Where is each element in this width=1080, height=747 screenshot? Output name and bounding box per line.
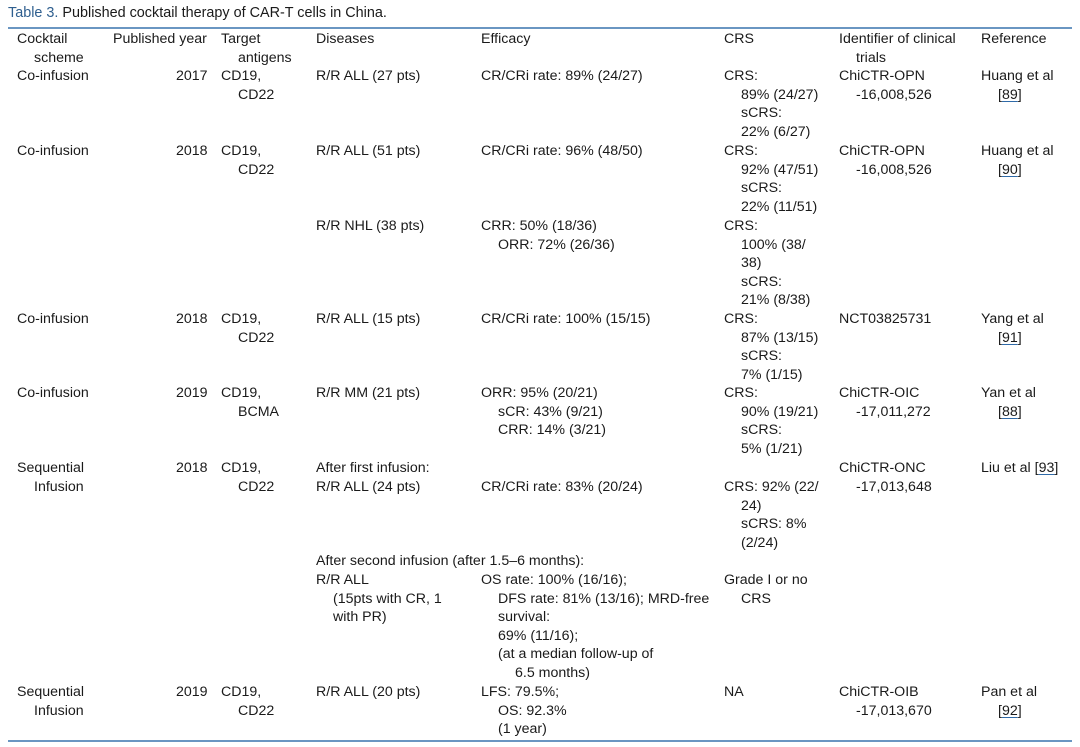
cell-reference: Liu et al [93]	[981, 460, 1059, 476]
table-title: Published cocktail therapy of CAR-T cells in China.	[62, 5, 387, 21]
cell-year: 2019	[176, 684, 208, 700]
cell-targets: CD19, CD22	[221, 143, 275, 178]
cell-year: 2018	[176, 460, 208, 476]
cell-trial-id: NCT03825731	[839, 311, 932, 327]
table-label: Table 3.	[8, 5, 59, 21]
cell-year: 2018	[176, 143, 208, 159]
cell-scheme: Sequential Infusion	[17, 684, 85, 719]
header-scheme: Cocktail scheme	[17, 31, 84, 66]
cell-disease: R/R MM (21 pts)	[316, 385, 421, 401]
cell-efficacy-sub: CRR: 50% (18/36) ORR: 72% (26/36)	[481, 218, 615, 253]
cell-crs: CRS: 87% (13/15) sCRS: 7% (1/15)	[724, 311, 819, 383]
reference-link[interactable]: 91	[1001, 329, 1018, 346]
cell-crs: CRS: 89% (24/27) sCRS: 22% (6/27)	[724, 68, 819, 140]
reference-link[interactable]: 88	[1001, 403, 1018, 420]
cell-scheme: Co-infusion	[17, 143, 89, 159]
cell-efficacy: ORR: 95% (20/21) sCR: 43% (9/21) CRR: 14% (3/21)	[481, 385, 607, 439]
cell-crs: CRS: 92% (47/51) sCRS: 22% (11/51)	[724, 143, 819, 215]
cell-trial-id: ChiCTR-OPN -16,008,526	[839, 68, 932, 103]
cell-efficacy: LFS: 79.5%; OS: 92.3% (1 year)	[481, 684, 567, 738]
cell-trial-id: ChiCTR-OPN -16,008,526	[839, 143, 932, 178]
cell-targets: CD19, CD22	[221, 684, 275, 719]
cell-trial-id: ChiCTR-ONC -17,013,648	[839, 460, 932, 495]
cell-year: 2017	[176, 68, 208, 84]
header-year: Published year	[113, 31, 207, 47]
cell-disease: R/R ALL (27 pts)	[316, 68, 421, 84]
cell-efficacy: CR/CRi rate: 96% (48/50)	[481, 143, 643, 159]
cell-targets: CD19, BCMA	[221, 385, 279, 420]
header-reference: Reference	[981, 31, 1047, 47]
header-crs: CRS	[724, 31, 754, 47]
cell-crs-sub: Grade I or no CRS	[724, 572, 808, 607]
note-second-infusion: After second infusion (after 1.5–6 months):	[316, 553, 585, 569]
cell-year: 2019	[176, 385, 208, 401]
cell-disease: R/R ALL (15 pts)	[316, 311, 421, 327]
cell-disease-sub: R/R NHL (38 pts)	[316, 218, 425, 234]
header-diseases: Diseases	[316, 31, 375, 47]
cell-scheme: Co-infusion	[17, 311, 89, 327]
cell-scheme: Co-infusion	[17, 385, 89, 401]
table-caption	[8, 4, 387, 23]
note-first-infusion: After first infusion:	[316, 460, 430, 476]
cell-efficacy: CR/CRi rate: 100% (15/15)	[481, 311, 651, 327]
header-targets: Target antigens	[221, 31, 292, 66]
cell-trial-id: ChiCTR-OIC -17,011,272	[839, 385, 931, 420]
cell-trial-id: ChiCTR-OIB -17,013,670	[839, 684, 932, 719]
cell-targets: CD19, CD22	[221, 311, 275, 346]
cell-crs: CRS: 92% (22/ 24) sCRS: 8% (2/24)	[724, 479, 819, 551]
reference-link[interactable]: 90	[1001, 161, 1018, 178]
cell-efficacy-sub: OS rate: 100% (16/16); DFS rate: 81% (13/16); MRD-free survival: 69% (11/16); (at a median follow-up of 6.5 months)	[481, 572, 710, 681]
cell-reference: Huang et al [89]	[981, 68, 1054, 103]
cell-disease: R/R ALL (24 pts)	[316, 479, 421, 495]
cell-efficacy: CR/CRi rate: 83% (20/24)	[481, 479, 643, 495]
cell-reference: Yan et al [88]	[981, 385, 1036, 420]
cell-crs-sub: CRS: 100% (38/ 38) sCRS: 21% (8/38)	[724, 218, 811, 309]
cell-reference: Pan et al [92]	[981, 684, 1038, 719]
cell-scheme: Sequential Infusion	[17, 460, 85, 495]
bottom-rule	[8, 740, 1072, 742]
cell-targets: CD19, CD22	[221, 460, 275, 495]
header-efficacy: Efficacy	[481, 31, 531, 47]
reference-link[interactable]: 93	[1038, 460, 1055, 476]
cell-year: 2018	[176, 311, 208, 327]
cell-reference: Yang et al [91]	[981, 311, 1044, 346]
cell-reference: Huang et al [90]	[981, 143, 1054, 178]
cell-crs: NA	[724, 684, 744, 700]
cell-scheme: Co-infusion	[17, 68, 89, 84]
header-identifier: Identifier of clinical trials	[839, 31, 956, 66]
cell-disease: R/R ALL (20 pts)	[316, 684, 421, 700]
reference-link[interactable]: 92	[1001, 702, 1018, 719]
top-rule	[8, 27, 1072, 29]
cell-disease-sub: R/R ALL (15pts with CR, 1 with PR)	[316, 572, 442, 626]
cell-disease: R/R ALL (51 pts)	[316, 143, 421, 159]
cell-targets: CD19, CD22	[221, 68, 275, 103]
reference-link[interactable]: 89	[1001, 86, 1018, 103]
cell-crs: CRS: 90% (19/21) sCRS: 5% (1/21)	[724, 385, 819, 457]
cell-efficacy: CR/CRi rate: 89% (24/27)	[481, 68, 643, 84]
